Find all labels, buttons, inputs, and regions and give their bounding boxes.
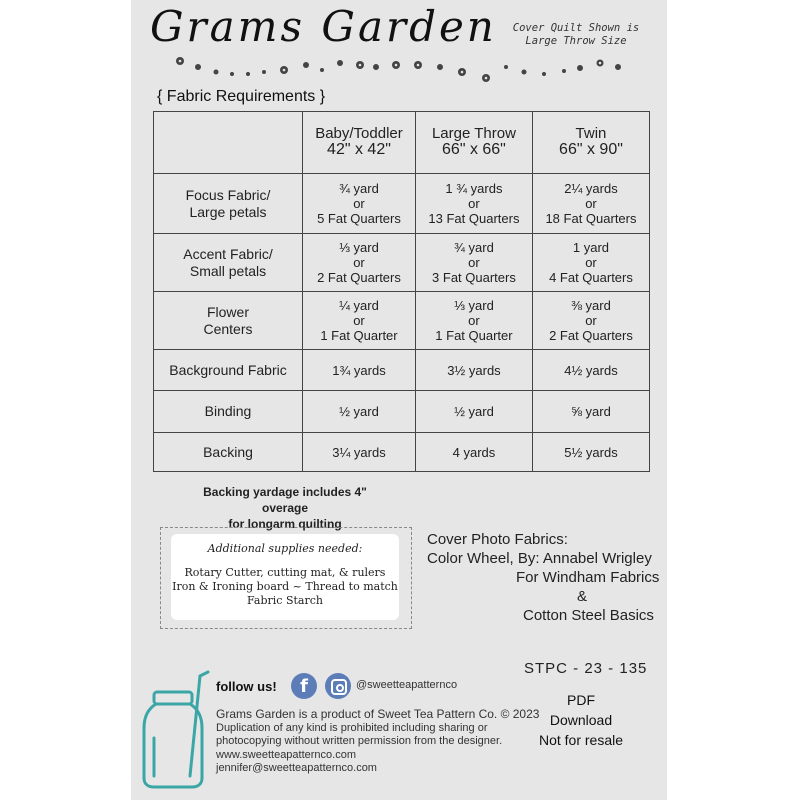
table-header-row (154, 112, 650, 174)
table-corner-cell (154, 112, 303, 174)
cell-line: 2 Fat Quarters (317, 270, 401, 285)
cell-line: 1 ¾ yards (445, 181, 503, 196)
cell-line: 5 Fat Quarters (317, 211, 401, 226)
cover-note-line: Cover Quilt Shown is (512, 22, 640, 34)
product-info-line: photocopying without written permission from the designer. (216, 735, 503, 747)
facebook-icon[interactable]: f (291, 673, 317, 699)
cell-line: or (468, 196, 480, 211)
column-size: 42" x 42" (327, 141, 391, 158)
pdf-line: Download (549, 712, 613, 728)
cell-line: 1 Fat Quarter (435, 328, 513, 343)
fabric-requirements-heading: { Fabric Requirements } (157, 88, 326, 105)
cover-photo-fabrics (427, 530, 660, 625)
column-name: Twin (575, 125, 607, 142)
column-name: Baby/Toddler (315, 125, 403, 142)
column-header (303, 112, 416, 174)
cell-line: ⅓ yard (454, 298, 494, 313)
cell-line: or (585, 255, 597, 270)
cover-photo-line: Color Wheel, By: Annabel Wrigley (427, 550, 652, 567)
table-cell (415, 174, 532, 234)
row-label: Background Fabric (154, 350, 303, 391)
backing-note-line: Backing yardage includes 4" overage (203, 485, 367, 515)
cover-photo-line: Cover Photo Fabrics: (427, 531, 568, 548)
cell-line: or (468, 313, 480, 328)
cell-line: ⅜ yard (571, 298, 611, 313)
row-label-line: Flower (206, 303, 249, 320)
table-cell: ½ yard (415, 391, 532, 433)
cell-line: or (353, 196, 365, 211)
follow-us-label: follow us! (216, 679, 277, 694)
pdf-download-note (531, 690, 631, 750)
table-cell: 5½ yards (532, 433, 649, 472)
table-cell (532, 234, 649, 292)
cell-line: 1 Fat Quarter (320, 328, 398, 343)
cell-line: 3 Fat Quarters (432, 270, 516, 285)
product-info-line: Duplication of any kind is prohibited including sharing or (216, 721, 488, 734)
instagram-icon[interactable] (325, 673, 351, 699)
cell-line: or (353, 313, 365, 328)
table-cell: ⅝ yard (532, 391, 649, 433)
flower-garland-decoration (160, 55, 630, 87)
table-row (154, 234, 650, 292)
supplies-card (171, 534, 399, 620)
website-link[interactable]: www.sweetteapatternco.com (216, 748, 357, 761)
cover-size-note (506, 22, 646, 48)
cell-line: or (585, 196, 597, 211)
cell-line: 2 Fat Quarters (549, 328, 633, 343)
mason-jar-logo-icon (140, 668, 212, 790)
row-label (154, 174, 303, 234)
table-cell: 3½ yards (415, 350, 532, 391)
backing-note-line: for longarm quilting (228, 517, 342, 531)
table-row (154, 292, 650, 350)
table-cell (303, 174, 416, 234)
column-size: 66" x 90" (559, 141, 623, 158)
table-cell: 3¼ yards (303, 433, 416, 472)
row-label (154, 234, 303, 292)
additional-supplies-box (160, 527, 412, 629)
cell-line: ¼ yard (339, 298, 379, 313)
backing-note (180, 484, 390, 532)
column-name: Large Throw (431, 125, 516, 142)
cell-line: ⅓ yard (339, 240, 379, 255)
pdf-line: PDF (567, 692, 595, 708)
cover-photo-line: Cotton Steel Basics (523, 607, 654, 624)
table-cell: 1¾ yards (303, 350, 416, 391)
row-label: Backing (154, 433, 303, 472)
table-row (154, 433, 650, 472)
row-label-line: Accent Fabric/ (183, 245, 273, 262)
table-cell (303, 234, 416, 292)
table-cell (303, 292, 416, 350)
email-link[interactable]: jennifer@sweetteapatternco.com (216, 762, 377, 774)
row-label: Binding (154, 391, 303, 433)
table-cell (532, 174, 649, 234)
product-info (216, 708, 539, 776)
row-label-line: Small petals (189, 262, 267, 279)
table-cell: ½ yard (303, 391, 416, 433)
cell-line: 13 Fat Quarters (428, 211, 520, 226)
cell-line: 1 yard (572, 240, 610, 255)
table-cell (415, 234, 532, 292)
cover-photo-line: & (577, 588, 588, 605)
supplies-line: Fabric Starch (247, 594, 323, 607)
cell-line: 18 Fat Quarters (545, 211, 637, 226)
row-label (154, 292, 303, 350)
social-handle[interactable]: @sweetteapatternco (356, 679, 458, 691)
column-header (532, 112, 649, 174)
row-label-line: Focus Fabric/ (185, 186, 271, 203)
fabric-requirements-table (153, 111, 650, 472)
column-size: 66" x 66" (442, 141, 506, 158)
table-cell: 4½ yards (532, 350, 649, 391)
column-header (415, 112, 532, 174)
supplies-title: Additional supplies needed: (207, 542, 363, 555)
table-cell: 4 yards (415, 433, 532, 472)
table-row (154, 174, 650, 234)
row-label-line: Centers (203, 320, 253, 337)
supplies-line: Rotary Cutter, cutting mat, & rulers (184, 566, 386, 579)
cell-line: or (353, 255, 365, 270)
cover-note-line: Large Throw Size (525, 35, 627, 47)
pattern-title: Grams Garden (150, 2, 497, 51)
cell-line: 2¼ yards (564, 181, 618, 196)
supplies-line: Iron & Ironing board ~ Thread to match (172, 580, 398, 593)
row-label-line: Large petals (189, 203, 267, 220)
cell-line: 4 Fat Quarters (549, 270, 633, 285)
cell-line: or (468, 255, 480, 270)
cell-line: ¾ yard (454, 240, 494, 255)
table-row (154, 350, 650, 391)
pattern-sku: STPC - 23 - 135 (524, 660, 648, 677)
cover-photo-line: For Windham Fabrics (516, 569, 660, 586)
table-row (154, 391, 650, 433)
cell-line: or (585, 313, 597, 328)
table-cell (415, 292, 532, 350)
table-cell (532, 292, 649, 350)
pdf-line: Not for resale (538, 732, 624, 748)
product-info-line: Grams Garden is a product of Sweet Tea Pattern Co. © 2023 (216, 707, 540, 721)
cell-line: ¾ yard (339, 181, 379, 196)
